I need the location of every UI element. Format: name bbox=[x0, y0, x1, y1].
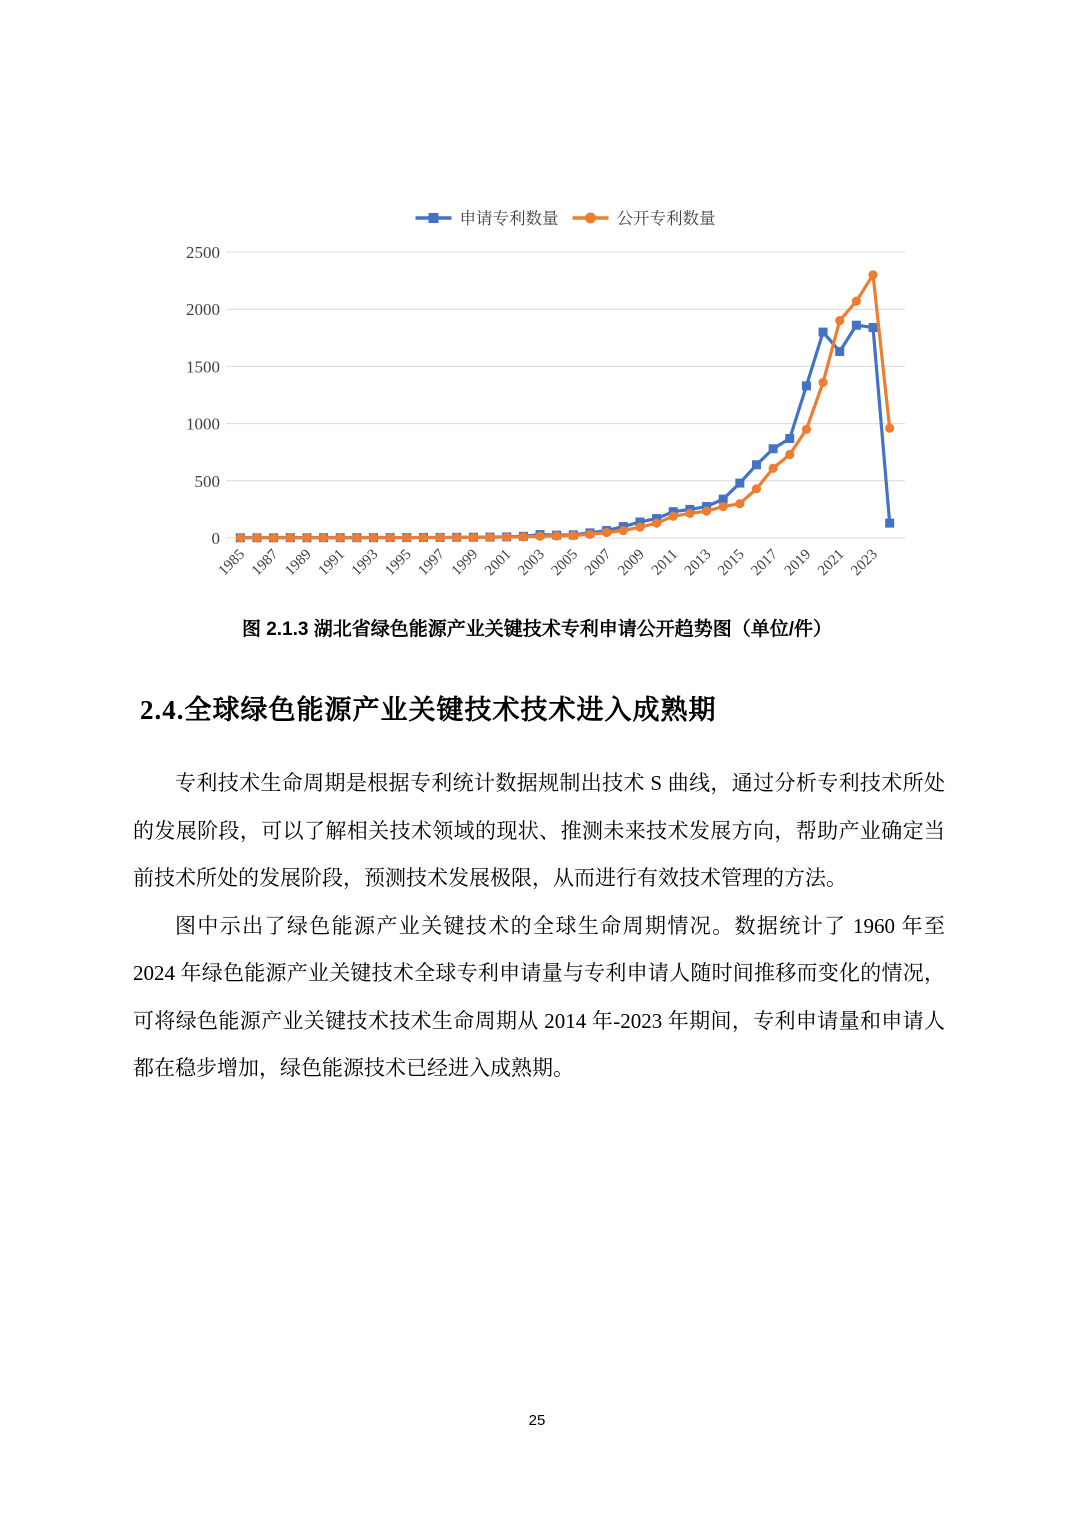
svg-text:1991: 1991 bbox=[315, 546, 349, 580]
svg-text:1999: 1999 bbox=[448, 546, 482, 580]
svg-text:2013: 2013 bbox=[681, 546, 715, 580]
section-heading: 2.4.全球绿色能源产业关键技术技术进入成熟期 bbox=[140, 695, 717, 725]
svg-text:2023: 2023 bbox=[848, 546, 881, 580]
svg-text:1985: 1985 bbox=[215, 546, 249, 580]
svg-text:2500: 2500 bbox=[186, 243, 220, 262]
svg-text:0: 0 bbox=[211, 529, 220, 548]
svg-text:2000: 2000 bbox=[186, 300, 220, 320]
svg-text:2001: 2001 bbox=[482, 546, 515, 580]
svg-text:2007: 2007 bbox=[581, 546, 615, 580]
svg-text:申请专利数量: 申请专利数量 bbox=[459, 209, 559, 228]
section-body bbox=[133, 760, 945, 1093]
svg-text:2015: 2015 bbox=[715, 546, 748, 580]
svg-text:2005: 2005 bbox=[548, 546, 582, 580]
svg-text:1993: 1993 bbox=[348, 546, 382, 580]
paragraph-1: 专利技术生命周期是根据专利统计数据规制出技术 S 曲线，通过分析专利技术所处的发展阶段，可以了解相关技术领域的现状、推测未来技术发展方向，帮助产业确定当前技术所处的发展阶段，预测技术发展极限，从而进行有效技术管理的方法。 bbox=[133, 771, 945, 890]
figure-caption: 图 2.1.3 湖北省绿色能源产业关键技术专利申请公开趋势图（单位/件） bbox=[241, 619, 833, 640]
svg-text:2009: 2009 bbox=[615, 546, 648, 580]
svg-text:2003: 2003 bbox=[515, 546, 548, 580]
page-number: 25 bbox=[528, 1412, 546, 1429]
svg-text:1995: 1995 bbox=[382, 546, 415, 580]
svg-text:1997: 1997 bbox=[415, 546, 448, 580]
svg-text:2021: 2021 bbox=[815, 546, 848, 580]
svg-text:1500: 1500 bbox=[186, 357, 220, 377]
svg-text:500: 500 bbox=[194, 471, 220, 491]
svg-text:2011: 2011 bbox=[648, 546, 682, 579]
svg-text:1987: 1987 bbox=[248, 546, 282, 580]
svg-text:公开专利数量: 公开专利数量 bbox=[616, 209, 716, 228]
line-chart bbox=[172, 194, 936, 614]
svg-text:2017: 2017 bbox=[748, 546, 781, 580]
paragraph-2: 图中示出了绿色能源产业关键技术的全球生命周期情况。数据统计了 1960 年至 2024 年绿色能源产业关键技术全球专利申请量与专利申请人随时间推移而变化的情况，可将绿色能源产业关键技术技术生命周期从 2014 年-2023 年期间，专利申请量和申请人都在稳步增加，绿色能源技术已经进入成熟期。 bbox=[133, 913, 945, 1080]
svg-text:1989: 1989 bbox=[282, 546, 315, 580]
svg-text:2019: 2019 bbox=[781, 546, 815, 580]
patent-trend-figure bbox=[172, 194, 936, 614]
svg-text:1000: 1000 bbox=[186, 414, 220, 434]
